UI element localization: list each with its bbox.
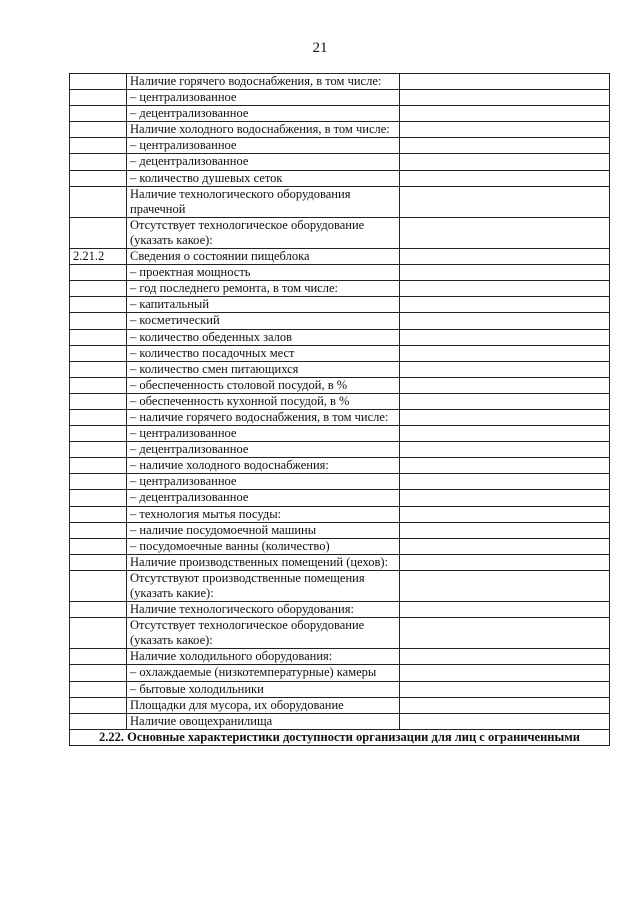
item-number — [70, 458, 127, 474]
item-text: – наличие горячего водоснабжения, в том числе: — [127, 409, 400, 425]
table-row — [70, 393, 610, 409]
item-value[interactable] — [400, 458, 610, 474]
item-value[interactable] — [400, 409, 610, 425]
item-value[interactable] — [400, 602, 610, 618]
item-number — [70, 442, 127, 458]
table-row — [70, 442, 610, 458]
item-number — [70, 697, 127, 713]
item-number — [70, 361, 127, 377]
item-value[interactable] — [400, 713, 610, 729]
item-value[interactable] — [400, 186, 610, 217]
section-heading-row — [70, 729, 610, 745]
item-value[interactable] — [400, 393, 610, 409]
item-text: – наличие холодного водоснабжения: — [127, 458, 400, 474]
table-row — [70, 74, 610, 90]
table-row — [70, 361, 610, 377]
table-row — [70, 506, 610, 522]
item-value[interactable] — [400, 74, 610, 90]
item-text: – количество посадочных мест — [127, 345, 400, 361]
item-number — [70, 409, 127, 425]
item-number — [70, 90, 127, 106]
table-row — [70, 217, 610, 248]
table-row — [70, 570, 610, 601]
table-row — [70, 313, 610, 329]
table-row — [70, 713, 610, 729]
table-row — [70, 90, 610, 106]
item-number — [70, 377, 127, 393]
item-number — [70, 618, 127, 649]
item-number — [70, 281, 127, 297]
item-number — [70, 74, 127, 90]
item-number — [70, 506, 127, 522]
item-text: – централизованное — [127, 138, 400, 154]
item-text: Наличие холодильного оборудования: — [127, 649, 400, 665]
item-value[interactable] — [400, 329, 610, 345]
item-text: Сведения о состоянии пищеблока — [127, 249, 400, 265]
table-row — [70, 345, 610, 361]
item-number — [70, 393, 127, 409]
item-value[interactable] — [400, 313, 610, 329]
table-row — [70, 186, 610, 217]
table-row — [70, 377, 610, 393]
item-value[interactable] — [400, 538, 610, 554]
item-text: – количество душевых сеток — [127, 170, 400, 186]
item-text: – наличие посудомоечной машины — [127, 522, 400, 538]
item-value[interactable] — [400, 522, 610, 538]
item-value[interactable] — [400, 426, 610, 442]
item-value[interactable] — [400, 249, 610, 265]
item-number — [70, 106, 127, 122]
item-text: – количество обеденных залов — [127, 329, 400, 345]
item-value[interactable] — [400, 490, 610, 506]
item-value[interactable] — [400, 554, 610, 570]
item-number — [70, 170, 127, 186]
item-value[interactable] — [400, 697, 610, 713]
item-number — [70, 570, 127, 601]
table-row — [70, 249, 610, 265]
item-number — [70, 345, 127, 361]
table-row — [70, 138, 610, 154]
item-number — [70, 474, 127, 490]
table-row — [70, 522, 610, 538]
item-text: Наличие овощехранилища — [127, 713, 400, 729]
table-row — [70, 409, 610, 425]
item-text: – децентрализованное — [127, 442, 400, 458]
item-number — [70, 154, 127, 170]
item-text: Наличие производственных помещений (цехов): — [127, 554, 400, 570]
item-value[interactable] — [400, 474, 610, 490]
item-text: – косметический — [127, 313, 400, 329]
facility-form-table — [69, 73, 610, 746]
item-number — [70, 186, 127, 217]
item-text: Площадки для мусора, их оборудование — [127, 697, 400, 713]
item-number — [70, 649, 127, 665]
item-value[interactable] — [400, 570, 610, 601]
item-value[interactable] — [400, 90, 610, 106]
table-row — [70, 554, 610, 570]
item-text: Наличие горячего водоснабжения, в том числе: — [127, 74, 400, 90]
item-value[interactable] — [400, 122, 610, 138]
item-text: – бытовые холодильники — [127, 681, 400, 697]
table-row — [70, 618, 610, 649]
item-number — [70, 138, 127, 154]
table-row — [70, 297, 610, 313]
item-text: – децентрализованное — [127, 106, 400, 122]
item-value[interactable] — [400, 506, 610, 522]
item-value[interactable] — [400, 618, 610, 649]
item-text: – децентрализованное — [127, 490, 400, 506]
item-value[interactable] — [400, 665, 610, 681]
table-row — [70, 458, 610, 474]
item-text: – капитальный — [127, 297, 400, 313]
item-text: – посудомоечные ванны (количество) — [127, 538, 400, 554]
table-row — [70, 665, 610, 681]
table-row — [70, 329, 610, 345]
item-text: Отсутствует технологическое оборудование (указать какое): — [127, 618, 400, 649]
item-number — [70, 297, 127, 313]
item-value[interactable] — [400, 345, 610, 361]
table-row — [70, 170, 610, 186]
item-value[interactable] — [400, 377, 610, 393]
item-text: – централизованное — [127, 90, 400, 106]
item-value[interactable] — [400, 297, 610, 313]
item-number — [70, 122, 127, 138]
item-value[interactable] — [400, 281, 610, 297]
item-text: – децентрализованное — [127, 154, 400, 170]
item-value[interactable] — [400, 681, 610, 697]
item-value[interactable] — [400, 442, 610, 458]
item-number — [70, 554, 127, 570]
table-row — [70, 281, 610, 297]
item-number — [70, 265, 127, 281]
item-number — [70, 681, 127, 697]
section-heading: 2.22. Основные характеристики доступности организации для лиц с ограниченными — [70, 729, 610, 745]
table-row — [70, 154, 610, 170]
table-row — [70, 602, 610, 618]
table-row — [70, 649, 610, 665]
item-number — [70, 713, 127, 729]
item-text: – обеспеченность столовой посудой, в % — [127, 377, 400, 393]
table-row — [70, 426, 610, 442]
item-value[interactable] — [400, 217, 610, 248]
item-number — [70, 538, 127, 554]
table-row — [70, 265, 610, 281]
item-text: – централизованное — [127, 426, 400, 442]
item-text: – охлаждаемые (низкотемпературные) камеры — [127, 665, 400, 681]
item-number — [70, 426, 127, 442]
item-text: Отсутствуют производственные помещения (указать какие): — [127, 570, 400, 601]
table-row — [70, 681, 610, 697]
table-row — [70, 697, 610, 713]
item-text: – год последнего ремонта, в том числе: — [127, 281, 400, 297]
item-value[interactable] — [400, 361, 610, 377]
item-text: – технология мытья посуды: — [127, 506, 400, 522]
item-number — [70, 217, 127, 248]
item-number — [70, 665, 127, 681]
item-number: 2.21.2 — [70, 249, 127, 265]
table-row — [70, 490, 610, 506]
item-text: – централизованное — [127, 474, 400, 490]
item-value[interactable] — [400, 170, 610, 186]
item-text: – обеспеченность кухонной посудой, в % — [127, 393, 400, 409]
table-row — [70, 106, 610, 122]
item-number — [70, 602, 127, 618]
item-number — [70, 522, 127, 538]
table-row — [70, 474, 610, 490]
item-value[interactable] — [400, 106, 610, 122]
item-value[interactable] — [400, 138, 610, 154]
item-number — [70, 313, 127, 329]
item-text: Наличие холодного водоснабжения, в том числе: — [127, 122, 400, 138]
table-row — [70, 538, 610, 554]
item-text: – количество смен питающихся — [127, 361, 400, 377]
page-number: 21 — [312, 40, 328, 56]
item-text: Наличие технологического оборудования прачечной — [127, 186, 400, 217]
table-row — [70, 122, 610, 138]
item-text: Наличие технологического оборудования: — [127, 602, 400, 618]
item-text: – проектная мощность — [127, 265, 400, 281]
item-value[interactable] — [400, 265, 610, 281]
item-number — [70, 490, 127, 506]
item-value[interactable] — [400, 154, 610, 170]
item-value[interactable] — [400, 649, 610, 665]
item-text: Отсутствует технологическое оборудование (указать какое): — [127, 217, 400, 248]
item-number — [70, 329, 127, 345]
